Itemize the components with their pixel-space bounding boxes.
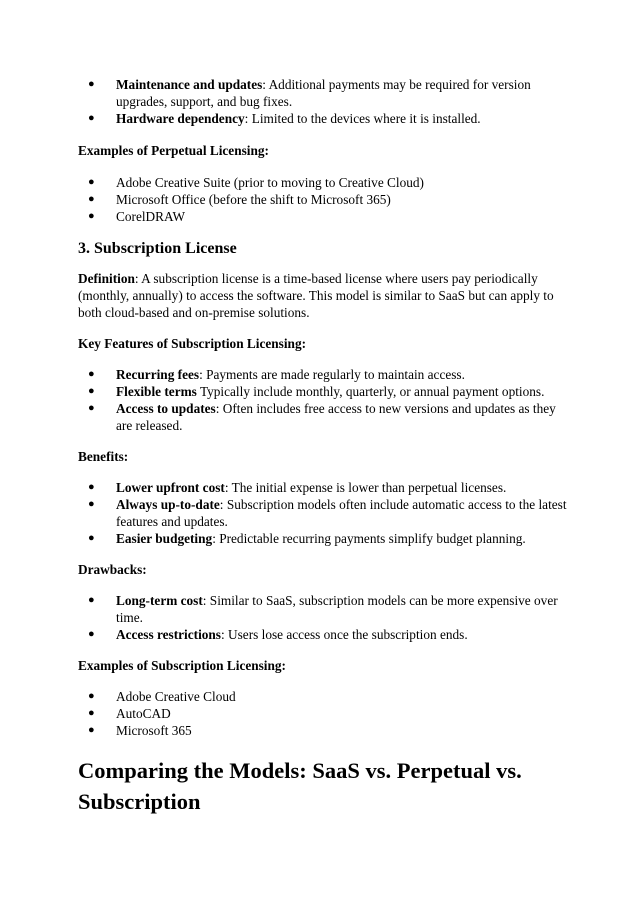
list-item-text: : The initial expense is lower than perpetual licenses. <box>224 480 507 495</box>
definition-paragraph <box>78 270 568 321</box>
key-features-heading: Key Features of Subscription Licensing: <box>78 336 307 351</box>
bullet-icon: ● <box>88 368 95 380</box>
list-item <box>78 76 568 110</box>
bullet-icon: ● <box>88 112 95 124</box>
list-item-text: AutoCAD <box>116 706 171 721</box>
perpetual-drawbacks-list <box>78 76 568 127</box>
list-item <box>78 496 568 530</box>
list-item-bold: Recurring fees <box>116 367 200 382</box>
bullet-icon: ● <box>88 385 95 397</box>
drawbacks-heading: Drawbacks: <box>78 562 147 577</box>
list-item-bold: Always up-to-date <box>116 497 220 512</box>
bullet-icon: ● <box>88 481 95 493</box>
list-item <box>78 592 568 626</box>
bullet-icon: ● <box>88 402 95 414</box>
list-item-text: Typically include monthly, quarterly, or annual payment options. <box>196 384 545 399</box>
perpetual-examples-heading: Examples of Perpetual Licensing: <box>78 143 269 158</box>
bullet-icon: ● <box>88 594 95 606</box>
definition-text: : A subscription license is a time-based license where users pay periodically (monthly, annually) to access the software. This model is similar to SaaS but can apply to both cloud-based and on-premise solutions. <box>78 271 554 320</box>
list-item-bold: Easier budgeting <box>116 531 213 546</box>
definition-label: Definition <box>78 271 135 286</box>
section-heading-subscription-license: 3. Subscription License <box>78 240 237 257</box>
list-item <box>78 688 568 705</box>
drawbacks-list <box>78 592 568 643</box>
key-features-list <box>78 366 568 434</box>
list-item-text: Adobe Creative Cloud <box>116 689 236 704</box>
bullet-icon: ● <box>88 498 95 510</box>
list-item-text: CorelDRAW <box>116 209 186 224</box>
subscription-examples-list <box>78 688 568 739</box>
list-item <box>78 208 568 225</box>
bullet-icon: ● <box>88 193 95 205</box>
subscription-examples-heading: Examples of Subscription Licensing: <box>78 658 286 673</box>
list-item-bold: Maintenance and updates <box>116 77 263 92</box>
list-item-text: : Subscription models often include automatic access to the latest features and updates. <box>116 497 567 529</box>
list-item-text: : Predictable recurring payments simplify budget planning. <box>212 531 526 546</box>
bullet-icon: ● <box>88 690 95 702</box>
list-item <box>78 479 568 496</box>
list-item <box>78 722 568 739</box>
list-item <box>78 110 568 127</box>
list-item-bold: Long-term cost <box>116 593 203 608</box>
list-item <box>78 383 568 400</box>
list-item <box>78 626 568 643</box>
perpetual-examples-list <box>78 174 568 225</box>
bullet-icon: ● <box>88 724 95 736</box>
list-item-text: : Payments are made regularly to maintain access. <box>199 367 465 382</box>
list-item <box>78 174 568 191</box>
list-item-text: Adobe Creative Suite (prior to moving to Creative Cloud) <box>116 175 424 190</box>
bullet-icon: ● <box>88 532 95 544</box>
list-item-text: : Limited to the devices where it is installed. <box>244 111 481 126</box>
list-item <box>78 191 568 208</box>
bullet-icon: ● <box>88 210 95 222</box>
list-item-bold: Access restrictions <box>116 627 221 642</box>
list-item-text: Microsoft 365 <box>116 723 192 738</box>
list-item <box>78 400 568 434</box>
list-item-bold: Flexible terms <box>116 384 197 399</box>
list-item-bold: Hardware dependency <box>116 111 245 126</box>
comparison-heading: Comparing the Models: SaaS vs. Perpetual vs. Subscription <box>78 758 522 814</box>
benefits-list <box>78 479 568 547</box>
bullet-icon: ● <box>88 628 95 640</box>
list-item-bold: Access to updates <box>116 401 216 416</box>
list-item <box>78 530 568 547</box>
list-item-text: : Additional payments may be required for version upgrades, support, and bug fixes. <box>116 77 531 109</box>
list-item-text: : Users lose access once the subscription ends. <box>221 627 468 642</box>
list-item-text: : Similar to SaaS, subscription models can be more expensive over time. <box>116 593 558 625</box>
benefits-heading: Benefits: <box>78 449 129 464</box>
bullet-icon: ● <box>88 78 95 90</box>
list-item-text: Microsoft Office (before the shift to Microsoft 365) <box>116 192 391 207</box>
bullet-icon: ● <box>88 707 95 719</box>
bullet-icon: ● <box>88 176 95 188</box>
list-item <box>78 366 568 383</box>
list-item-text: : Often includes free access to new versions and updates as they are released. <box>116 401 556 433</box>
list-item-bold: Lower upfront cost <box>116 480 225 495</box>
list-item <box>78 705 568 722</box>
